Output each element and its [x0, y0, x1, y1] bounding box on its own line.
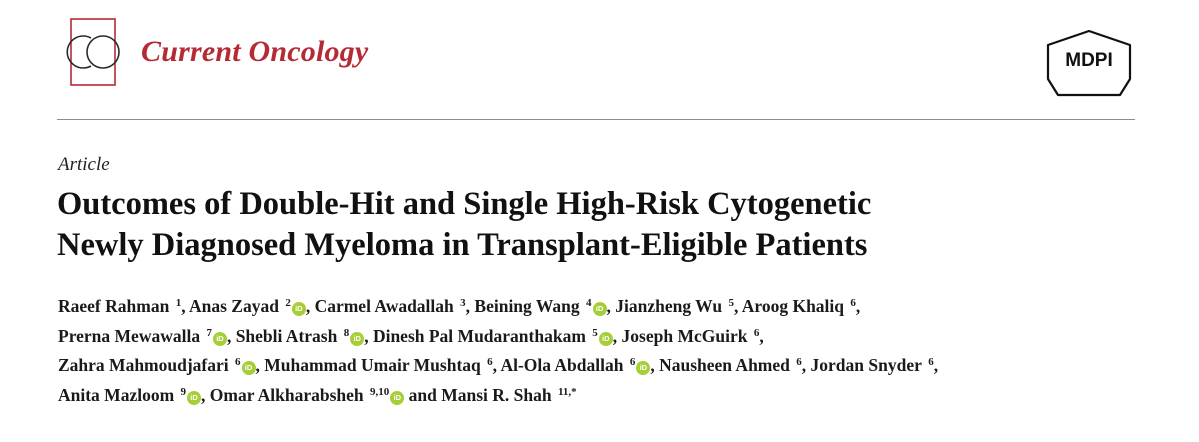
- orcid-icon[interactable]: iD: [292, 302, 306, 316]
- author-name[interactable]: Omar Alkharabsheh: [209, 384, 364, 405]
- author-affiliation: 6: [487, 356, 493, 368]
- author-affiliation: 6: [629, 356, 636, 368]
- author-line: [58, 379, 1168, 409]
- header-divider: [57, 119, 1135, 120]
- author-line: [58, 290, 1168, 320]
- author-separator: ,: [364, 325, 373, 346]
- orcid-icon[interactable]: iD: [593, 302, 607, 316]
- author-separator: ,: [255, 355, 265, 375]
- journal-name: Current Oncology: [141, 35, 369, 68]
- author-affiliation: 3: [460, 297, 466, 309]
- author-separator: ,: [305, 296, 315, 316]
- author-affiliation: 8: [343, 326, 350, 339]
- author-affiliation: 9: [180, 385, 187, 398]
- author-name[interactable]: Raeef Rahman: [58, 296, 170, 316]
- co-logo-icon: [57, 18, 129, 86]
- author-separator: ,: [226, 325, 236, 346]
- author-separator: ,: [650, 355, 660, 375]
- author-name[interactable]: Dinesh Pal Mudaranthakam: [372, 325, 586, 346]
- orcid-icon[interactable]: iD: [213, 332, 227, 346]
- author-affiliation: 9,10: [369, 385, 390, 398]
- author-list: [58, 290, 1168, 408]
- author-affiliation: 6: [850, 297, 856, 309]
- journal-logo-mark: [57, 18, 129, 86]
- author-name[interactable]: Muhammad Umair Mushtaq: [264, 355, 481, 375]
- orcid-icon[interactable]: iD: [636, 361, 650, 375]
- author-separator: and: [404, 384, 442, 405]
- author-affiliation: 7: [206, 326, 212, 339]
- author-name[interactable]: Beining Wang: [474, 296, 580, 316]
- author-affiliation: 6: [235, 356, 241, 368]
- author-separator: ,: [855, 296, 861, 316]
- article-title-line: Outcomes of Double-Hit and Single High-Risk Cytogenetic: [57, 186, 872, 222]
- author-separator: ,: [933, 355, 939, 375]
- author-affiliation: 11,*: [557, 385, 577, 398]
- author-separator: ,: [733, 296, 742, 316]
- mdpi-logo[interactable]: [1040, 28, 1138, 98]
- orcid-icon[interactable]: iD: [350, 332, 364, 346]
- author-separator: ,: [612, 325, 622, 346]
- author-name[interactable]: Zahra Mahmoudjafari: [58, 355, 229, 375]
- author-separator: ,: [181, 296, 189, 316]
- author-name[interactable]: Jordan Snyder: [810, 355, 922, 375]
- author-name[interactable]: Anita Mazloom: [58, 384, 175, 405]
- mdpi-label: MDPI: [1065, 50, 1113, 71]
- article-title-line: Newly Diagnosed Myeloma in Transplant-Eligible Patients: [57, 227, 868, 263]
- author-name[interactable]: Anas Zayad: [188, 296, 279, 316]
- author-line: [58, 349, 1168, 379]
- author-affiliation: 5: [728, 297, 734, 309]
- author-name[interactable]: Carmel Awadallah: [314, 296, 454, 316]
- orcid-icon[interactable]: iD: [242, 361, 256, 375]
- author-affiliation: 1: [175, 297, 182, 309]
- orcid-icon[interactable]: iD: [599, 332, 613, 346]
- article-title: [57, 184, 1157, 266]
- author-separator: ,: [465, 296, 475, 316]
- author-separator: ,: [606, 296, 616, 316]
- author-separator: ,: [759, 325, 764, 346]
- author-name[interactable]: Nausheen Ahmed: [659, 355, 790, 375]
- author-affiliation: 6: [753, 326, 760, 339]
- article-type: Article: [58, 154, 110, 175]
- author-separator: ,: [201, 384, 210, 405]
- author-affiliation: 2: [285, 297, 291, 309]
- orcid-icon[interactable]: iD: [187, 391, 201, 405]
- author-name[interactable]: Joseph McGuirk: [621, 325, 748, 346]
- author-separator: ,: [801, 355, 811, 375]
- author-name[interactable]: Prerna Mewawalla: [58, 325, 201, 346]
- author-affiliation: 5: [592, 326, 598, 339]
- author-name[interactable]: Jianzheng Wu: [615, 296, 723, 316]
- author-name[interactable]: Aroog Khaliq: [741, 296, 845, 316]
- author-name[interactable]: Shebli Atrash: [235, 325, 338, 346]
- author-name[interactable]: Mansi R. Shah: [441, 384, 552, 405]
- author-affiliation: 4: [586, 297, 592, 309]
- author-separator: ,: [492, 355, 501, 375]
- author-line: [58, 320, 1168, 350]
- orcid-icon[interactable]: iD: [390, 391, 404, 405]
- author-affiliation: 6: [796, 356, 802, 368]
- author-affiliation: 6: [928, 356, 934, 368]
- author-name[interactable]: Al-Ola Abdallah: [500, 355, 624, 375]
- journal-logo[interactable]: [57, 18, 368, 86]
